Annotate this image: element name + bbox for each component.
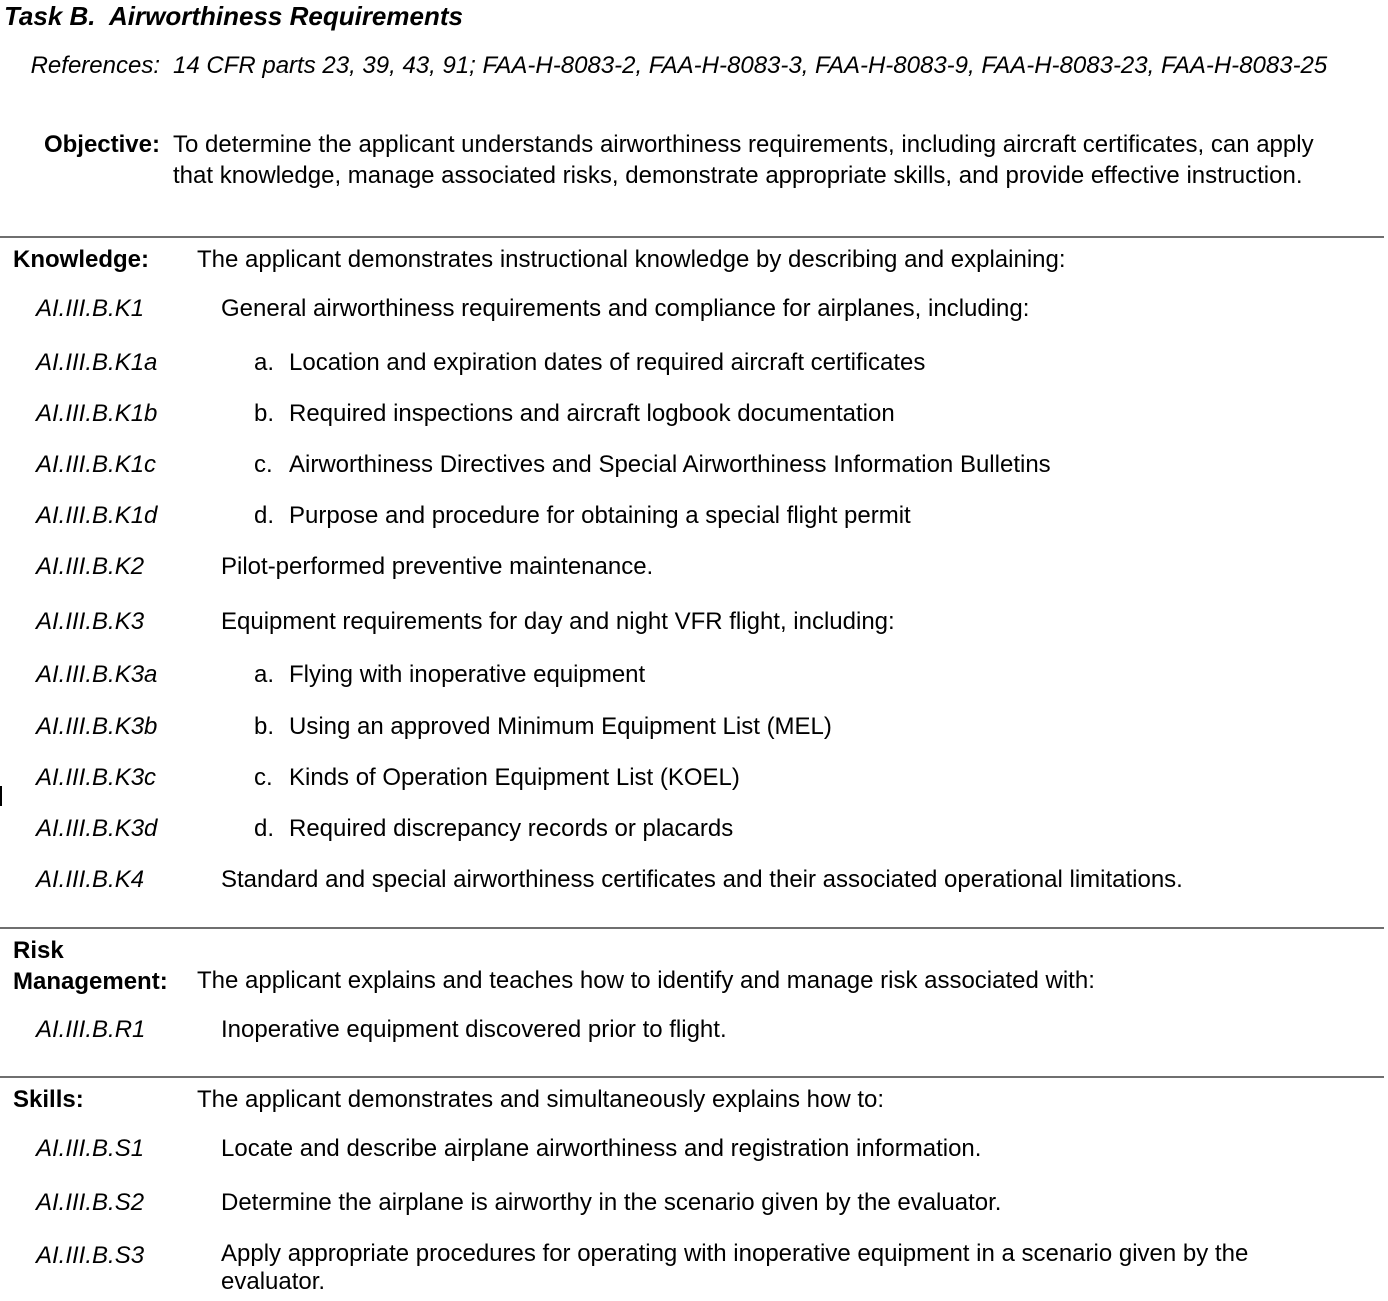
knowledge-item-text: Standard and special airworthiness certificates and their associated operational limitations. [221,866,1183,893]
sub-item-text: Flying with inoperative equipment [289,661,646,688]
sub-item-letter: d. [254,502,275,529]
risk-code: AI.III.B.R1 [36,1016,146,1043]
knowledge-code: AI.III.B.K2 [36,553,145,580]
knowledge-code: AI.III.B.K3d [36,815,158,842]
knowledge-code: AI.III.B.K3b [36,713,158,740]
sub-item-text: Airworthiness Directives and Special Airworthiness Information Bulletins [289,451,1051,478]
knowledge-code: AI.III.B.K1 [36,295,145,322]
knowledge-code: AI.III.B.K3a [36,661,158,688]
skills-item-text: Determine the airplane is airworthy in the scenario given by the evaluator. [221,1189,1002,1216]
knowledge-code: AI.III.B.K4 [36,866,145,893]
sub-item-text: Using an approved Minimum Equipment List (MEL) [289,713,832,740]
task-title: Task B. Airworthiness Requirements [4,1,463,31]
sub-item-text: Required inspections and aircraft logbook documentation [289,400,895,427]
sub-item-letter: a. [254,661,275,688]
sub-item-text: Purpose and procedure for obtaining a special flight permit [289,502,911,529]
knowledge-intro: The applicant demonstrates instructional knowledge by describing and explaining: [197,246,1066,273]
knowledge-code: AI.III.B.K1c [36,451,157,478]
sub-item-text: Required discrepancy records or placards [289,815,734,842]
objective-label: Objective: [43,131,160,158]
skills-intro: The applicant demonstrates and simultaneously explains how to: [197,1086,885,1113]
knowledge-code: AI.III.B.K3c [36,764,157,791]
margin-mark [0,786,2,806]
risk-label: Risk Management: [13,937,168,995]
knowledge-code: AI.III.B.K1d [36,502,158,529]
section-divider [0,236,1384,238]
objective-text: To determine the applicant understands airworthiness requirements, including aircraft certificates, can apply that knowledge, manage associated risks, demonstrate appropriate skills, and provide effective instruction. [173,131,1314,189]
sub-item-text: Location and expiration dates of required aircraft certificates [289,349,926,376]
sub-item-letter: b. [254,400,275,427]
knowledge-label: Knowledge: [13,246,149,273]
sub-item-letter: c. [254,764,273,791]
skills-code: AI.III.B.S3 [36,1242,145,1269]
sub-item-letter: c. [254,451,273,478]
knowledge-item-text: General airworthiness requirements and compliance for airplanes, including: [221,295,1030,322]
risk-item-text: Inoperative equipment discovered prior to flight. [221,1016,727,1043]
knowledge-code: AI.III.B.K1b [36,400,158,427]
sub-item-letter: a. [254,349,275,376]
skills-label: Skills: [13,1086,84,1113]
knowledge-item-text: Equipment requirements for day and night VFR flight, including: [221,608,895,635]
sub-item-text: Kinds of Operation Equipment List (KOEL) [289,764,740,791]
references-label: References: [30,52,160,79]
skills-code: AI.III.B.S2 [36,1189,145,1216]
skills-item-text: Locate and describe airplane airworthiness and registration information. [221,1135,982,1162]
risk-intro: The applicant explains and teaches how to identify and manage risk associated with: [197,967,1095,994]
knowledge-code: AI.III.B.K3 [36,608,145,635]
section-divider [0,927,1384,929]
knowledge-code: AI.III.B.K1a [36,349,158,376]
section-divider [0,1076,1384,1078]
skills-item-text: Apply appropriate procedures for operating with inoperative equipment in a scenario given by the evaluator. [221,1240,1249,1295]
references-text: 14 CFR parts 23, 39, 43, 91; FAA-H-8083-2, FAA-H-8083-3, FAA-H-8083-9, FAA-H-8083-23, FAA-H-8083-25 [173,52,1328,79]
sub-item-letter: b. [254,713,275,740]
knowledge-item-text: Pilot-performed preventive maintenance. [221,553,654,580]
sub-item-letter: d. [254,815,275,842]
skills-code: AI.III.B.S1 [36,1135,145,1162]
